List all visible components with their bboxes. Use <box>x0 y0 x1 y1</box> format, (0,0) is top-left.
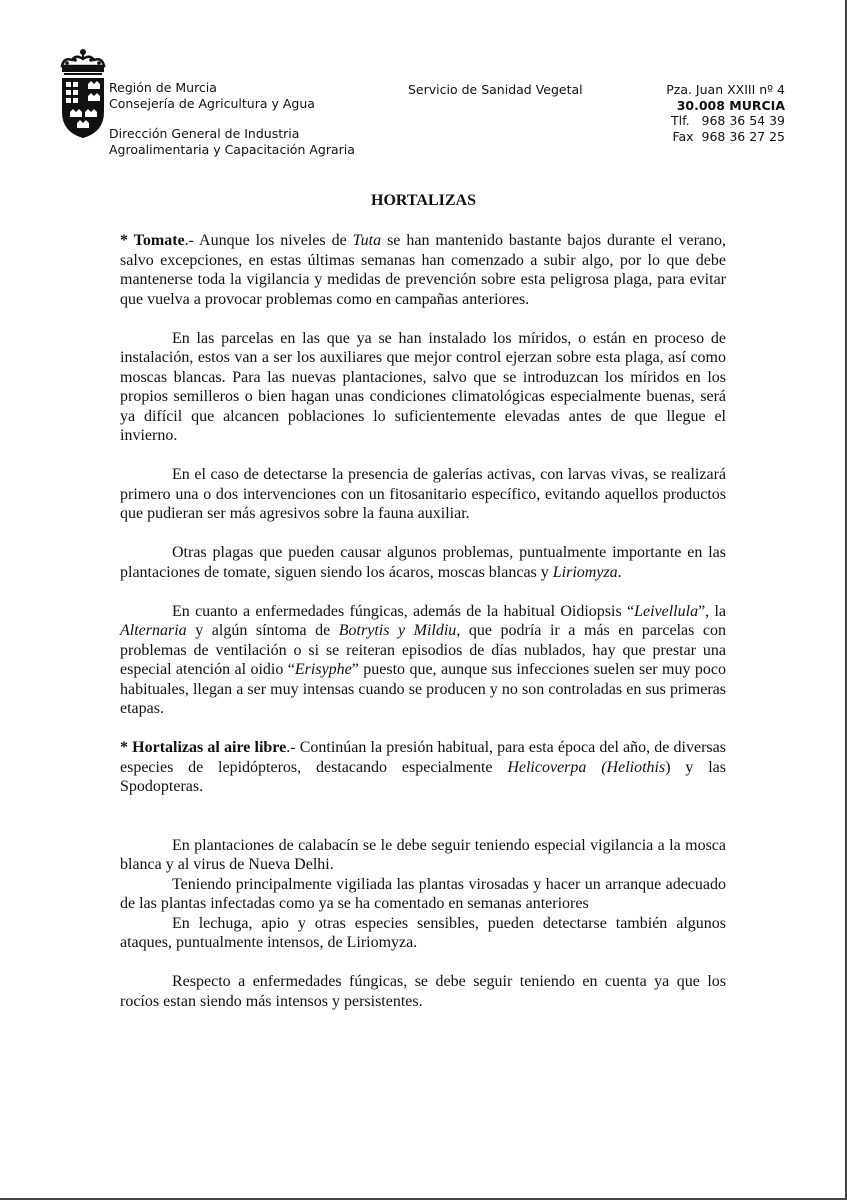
org-line-1: Región de Murcia <box>109 80 217 95</box>
tomate-paragraph-1 <box>120 231 726 309</box>
region-coat-of-arms-icon <box>58 48 108 140</box>
org-line-4: Agroalimentaria y Capacitación Agraria <box>109 141 355 157</box>
tomate-paragraph-4 <box>120 543 726 582</box>
text-span: .- Continúan la presión habitual, para esta época del año, de diversas especies de lepidópteros, destacando especialmente <box>120 739 726 776</box>
text-span: y algún síntoma de <box>186 622 339 639</box>
text-span: ” puesto que, aunque sus infecciones suelen ser muy poco habituales, llegan a ser muy intensas cuando se producen y no son controladas en sus primeras etapas. <box>120 661 726 717</box>
italic-term: Helicoverpa (Heliothis <box>507 758 666 776</box>
address-line-2: 30.008 MURCIA <box>676 97 785 113</box>
italic-term: Alternaria <box>120 622 187 639</box>
address-line-1: Pza. Juan XXIII nº 4 <box>666 82 785 97</box>
aire-libre-paragraph-5: Respecto a enfermedades fúngicas, se debe seguir teniendo en cuenta ya que los rocíos estan siendo más intensos y persistentes. <box>120 973 726 1010</box>
italic-term: Erisyphe <box>294 661 352 678</box>
italic-term: Leivellula <box>634 602 699 620</box>
aire-libre-heading: * Hortalizas al aire libre <box>120 739 287 756</box>
text-span: ) y las Spodopteras. <box>120 758 726 795</box>
org-line-3: Dirección General de Industria <box>109 126 300 141</box>
tomate-paragraph-5 <box>120 602 726 719</box>
fax-number: Fax 968 36 27 25 <box>672 128 785 144</box>
italic-term: Botrytis y Mildiu <box>338 622 457 639</box>
text-span: se han mantenido bastante bajos durante el verano, salvo excepciones, en estas últimas semanas han comenzado a subir algo, por lo que debe mantenerse toda la vigilancia y medidas de prevención sobre esta peligrosa plaga, para evitar que vuelva a provocar problemas como en campañas anteriores. <box>120 232 727 308</box>
text-span: ”, la <box>698 602 727 620</box>
text-span: . <box>617 563 622 581</box>
aire-libre-paragraph-4: En lechuga, apio y otras especies sensibles, pueden detectarse también algunos ataques, puntualmente intensos, de Liriomyza. <box>120 914 726 951</box>
document-title: HORTALIZAS <box>371 192 476 209</box>
tomate-heading: * Tomate <box>120 232 185 249</box>
phone-number: Tlf. 968 36 54 39 <box>671 113 785 128</box>
org-line-2: Consejería de Agricultura y Agua <box>109 95 315 111</box>
text-span: En cuanto a enfermedades fúngicas, además de la habitual Oidiopsis “ <box>172 602 635 620</box>
document-body <box>120 231 726 1011</box>
directorate-name <box>109 126 355 157</box>
tomate-paragraph-3: En el caso de detectarse la presencia de galerías activas, con larvas vivas, se realizará primero una o dos intervenciones con un fitosanitario específico, evitando aquellos productos que pudieran ser más agresivos sobre la fauna auxiliar. <box>120 466 726 522</box>
text-span: , que podría ir a más en parcelas con problemas de ventilación o si se reiteran episodios de días nublados, hay que prestar una especial atención al oidio “ <box>120 622 726 678</box>
italic-term: Liriomyza <box>552 563 618 581</box>
organization-name <box>109 80 315 111</box>
tomate-paragraph-2: En las parcelas en las que ya se han instalado los míridos, o están en proceso de instalación, estos van a ser los auxiliares que mejor control ejerzan sobre esta plaga, así como moscas blancas. Para las nuevas plantaciones, salvo que se introduzcan los míridos en los propios semilleros o bien hagan unas condiciones climatológicas especialmente buenas, será ya difícil que alcancen poblaciones lo suficientemente elevadas antes de que llegue el invierno. <box>120 329 726 444</box>
aire-libre-paragraph-3: Teniendo principalmente vigiliada las plantas virosadas y hacer un arranque adecuado de las plantas infectadas como ya se ha comentado en semanas anteriores <box>120 875 726 912</box>
service-name: Servicio de Sanidad Vegetal <box>408 82 583 97</box>
text-span: .- Aunque los niveles de <box>184 232 353 249</box>
aire-libre-paragraph-2: En plantaciones de calabacín se le debe seguir teniendo especial vigilancia a la mosca blanca y al virus de Nueva Delhi. <box>120 836 726 873</box>
address-block <box>600 82 785 144</box>
aire-libre-paragraph-1 <box>120 738 726 797</box>
italic-term: Tuta <box>352 232 382 249</box>
text-span: Otras plagas que pueden causar algunos problemas, puntualmente importante en las plantaciones de tomate, siguen siendo los ácaros, moscas blancas y <box>120 544 726 581</box>
